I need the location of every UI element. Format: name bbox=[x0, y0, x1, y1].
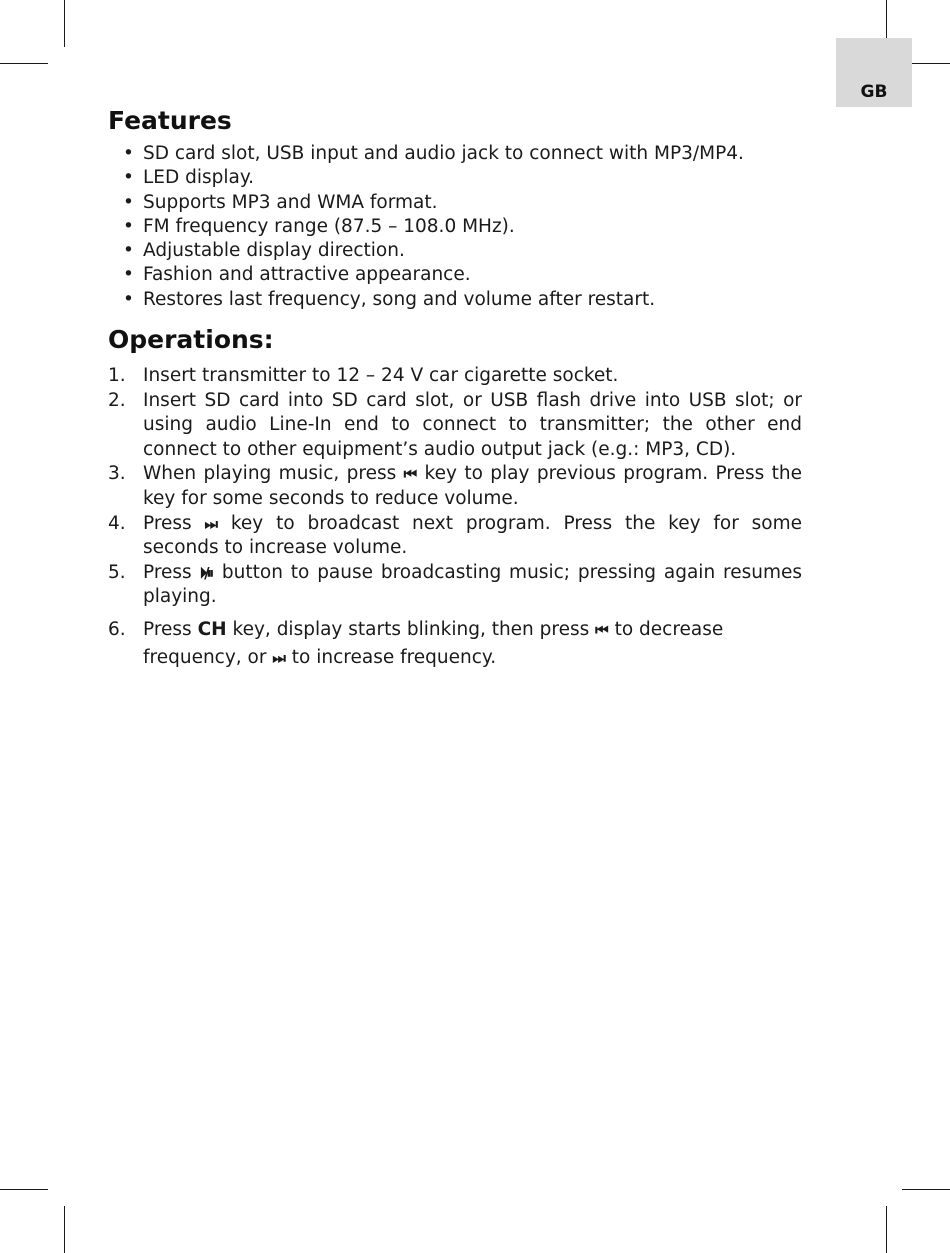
crop-mark bbox=[902, 1189, 950, 1190]
bullet: • bbox=[123, 240, 134, 262]
operation-step bbox=[108, 364, 802, 389]
step-text: Press bbox=[143, 619, 192, 641]
step-number: 6. bbox=[108, 619, 126, 641]
step-text: key, display starts blinking, then press bbox=[232, 619, 590, 641]
feature-text: SD card slot, USB input and audio jack to connect with MP3/MP4. bbox=[143, 143, 744, 164]
step-number: 5. bbox=[108, 561, 126, 583]
ch-key-label: CH bbox=[197, 619, 227, 641]
bullet: • bbox=[123, 167, 134, 189]
bullet: • bbox=[123, 191, 134, 213]
step-text: key to play previous program. Press the key for some seconds to reduce volume. bbox=[143, 463, 802, 510]
previous-track-icon: ⏮ bbox=[403, 465, 415, 484]
features-list bbox=[108, 142, 802, 312]
operation-step bbox=[108, 389, 802, 463]
previous-track-icon: ⏮ bbox=[595, 621, 606, 640]
bullet: • bbox=[123, 288, 134, 310]
operation-step bbox=[108, 462, 802, 511]
features-heading: Features bbox=[108, 106, 232, 135]
step-number: 1. bbox=[108, 365, 126, 387]
next-track-icon: ⏭ bbox=[204, 514, 216, 533]
feature-text: Restores last frequency, song and volume after restart. bbox=[143, 288, 656, 310]
crop-mark bbox=[0, 63, 48, 64]
language-tab-label: GB bbox=[860, 82, 888, 102]
feature-item bbox=[108, 191, 802, 215]
step-text: to increase frequency. bbox=[291, 647, 497, 669]
feature-text: FM frequency range (87.5 – 108.0 MHz). bbox=[143, 215, 515, 237]
manual-content bbox=[108, 104, 802, 672]
play-pause-icon: ⏵/⏸ bbox=[199, 563, 212, 582]
feature-item bbox=[108, 288, 802, 312]
operation-step bbox=[108, 512, 802, 561]
feature-item bbox=[108, 263, 802, 287]
crop-mark bbox=[886, 1206, 887, 1253]
step-text: button to pause broadcasting music; pressing again resumes playing. bbox=[143, 561, 802, 608]
feature-text: Adjustable display direction. bbox=[143, 240, 405, 262]
feature-item bbox=[108, 142, 802, 166]
language-tab bbox=[836, 38, 912, 107]
feature-item bbox=[108, 239, 802, 263]
step-text: Press bbox=[143, 512, 192, 534]
crop-mark bbox=[64, 1206, 65, 1253]
step-number: 2. bbox=[108, 389, 126, 411]
crop-mark bbox=[0, 1189, 48, 1190]
step-text: Insert SD card into SD card slot, or USB flash drive into USB slot; or using audio Line-In end to connect to transmitter; the other end connect to other equipment’s audio output jack (e.g.: MP3, CD). bbox=[143, 389, 802, 460]
bullet: • bbox=[123, 143, 134, 164]
next-track-icon: ⏭ bbox=[272, 649, 283, 668]
step-text: Press bbox=[143, 561, 192, 583]
crop-mark bbox=[64, 0, 65, 47]
step-number: 3. bbox=[108, 463, 126, 485]
operations-heading: Operations: bbox=[108, 325, 274, 355]
feature-text: Supports MP3 and WMA format. bbox=[143, 191, 438, 213]
operation-step bbox=[108, 616, 802, 672]
step-text: key to broadcast next program. Press the key for some seconds to increase volume. bbox=[143, 512, 802, 559]
step-number: 4. bbox=[108, 512, 126, 534]
bullet: • bbox=[123, 215, 134, 237]
bullet: • bbox=[123, 264, 134, 286]
step-text: to decrease frequency, or bbox=[143, 619, 724, 669]
step-text: When playing music, press bbox=[143, 463, 397, 485]
operations-list bbox=[108, 364, 802, 672]
feature-item bbox=[108, 166, 802, 190]
operation-step bbox=[108, 561, 802, 610]
step-text: Insert transmitter to 12 – 24 V car cigarette socket. bbox=[143, 365, 619, 387]
feature-text: LED display. bbox=[143, 167, 255, 189]
feature-item bbox=[108, 215, 802, 239]
feature-text: Fashion and attractive appearance. bbox=[143, 264, 471, 286]
